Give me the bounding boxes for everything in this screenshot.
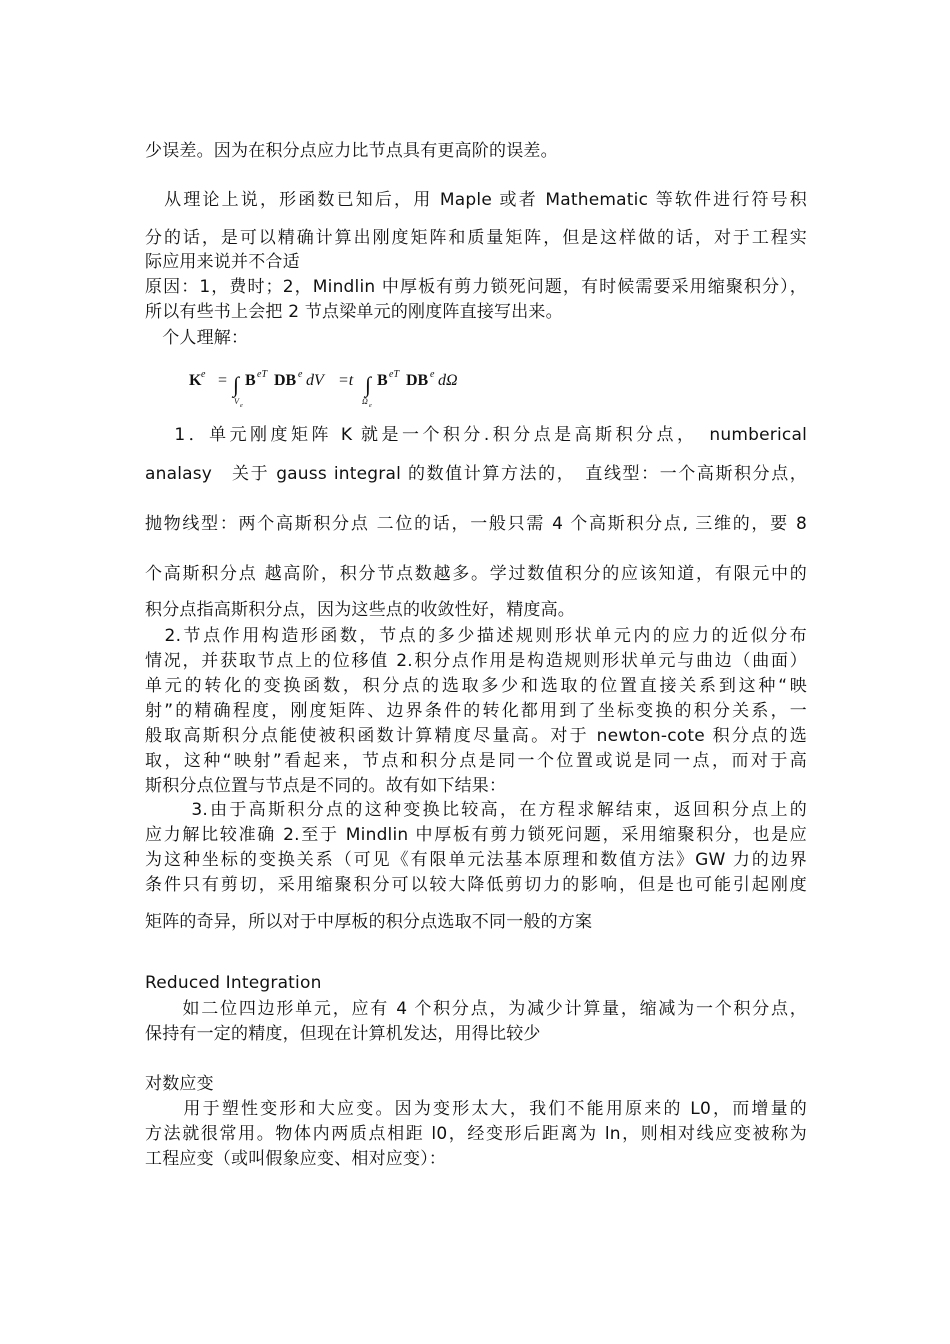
text-line-26: 如二位四边形单元，应有 4 个积分点，为减少计算量，缩减为一个积分点， (145, 999, 807, 1019)
text-line-30: 方法就很常用。物体内两质点相距 l0，经变形后距离为 ln，则相对线应变被称为 (145, 1124, 807, 1144)
stiffness-matrix-formula (185, 362, 505, 412)
text-line-14: 情况，并获取节点上的位移值 2.积分点作用是构造规则形状单元与曲边（曲面） (145, 651, 807, 671)
text-line-29: 用于塑性变形和大应变。因为变形太大，我们不能用原来的 L0，而增量的 (145, 1099, 807, 1119)
text-line-16: 射”的精确程度，刚度矩阵、边界条件的转化都用到了坐标变换的积分关系，一 (145, 701, 807, 721)
text-line-24: 矩阵的奇异，所以对于中厚板的积分点选取不同一般的方案 (145, 912, 593, 932)
text-line-6: 所以有些书上会把 2 节点梁单元的刚度阵直接写出来。 (145, 302, 563, 322)
text-line-17: 般取高斯积分点能使被积函数计算精度尽量高。对于 newton-cote 积分点的选 (145, 726, 807, 746)
text-line-18: 取，这种“映射”看起来，节点和积分点是同一个位置或说是同一点，而对于高 (145, 751, 807, 771)
formula-sub-omega-e: e (369, 403, 372, 409)
formula-integral-2: ∫ (365, 372, 372, 397)
text-line-10: 抛物线型：两个高斯积分点 二位的话，一般只需 4 个高斯积分点, 三维的，要 8 (145, 514, 807, 534)
text-line-19: 斯积分点位置与节点是不同的。故有如下结果： (145, 776, 507, 796)
formula-sub-omega: Ω (362, 397, 368, 406)
text-line-1: 少误差。因为在积分点应力比节点具有更高阶的误差。 (145, 141, 558, 161)
text-line-2: 从理论上说，形函数已知后，用 Maple 或者 Mathematic 等软件进行符号积 (145, 190, 807, 210)
section-heading-reduced-integration: Reduced Integration (145, 973, 322, 993)
formula-sub-v: V (234, 397, 239, 406)
formula-b-1: B (245, 372, 256, 389)
text-line-8: 1．单元刚度矩阵 K 就是一个积分.积分点是高斯积分点， numberical (145, 425, 807, 445)
formula-sup-et-2: eT (389, 369, 399, 380)
text-line-7: 个人理解： (145, 328, 249, 348)
formula-sub-v-e: e (240, 403, 243, 409)
text-line-4: 际应用来说并不合适 (145, 252, 300, 272)
formula-integral-1: ∫ (233, 372, 240, 397)
text-line-9: analasy 关于 gauss integral 的数值计算方法的， 直线型：一个高斯积分点， (145, 464, 807, 484)
text-line-20: 3.由于高斯积分点的这种变换比较高，在方程求解结束，返回积分点上的 (145, 800, 807, 820)
formula-domega: dΩ (438, 372, 458, 389)
formula-eq-t: =t (338, 372, 354, 389)
text-line-15: 单元的转化的变换函数，积分点的选取多少和选取的位置直接关系到这种“映 (145, 676, 807, 696)
formula-sup-e-2: e (298, 369, 303, 380)
formula-b-2: B (377, 372, 388, 389)
text-line-23: 条件只有剪切，采用缩聚积分可以较大降低剪切力的影响，但是也可能引起刚度 (145, 875, 807, 895)
text-line-5: 原因：1，费时；2，Mindlin 中厚板有剪力锁死问题，有时候需要采用缩聚积分）， (145, 277, 807, 297)
formula-sup-e: e (201, 369, 206, 380)
text-line-11: 个高斯积分点 越高阶，积分节点数越多。学过数值积分的应该知道，有限元中的 (145, 564, 807, 584)
formula-sup-et-1: eT (257, 369, 267, 380)
formula-dv: dV (306, 372, 324, 389)
formula-eq: = (218, 372, 228, 389)
formula-db-1: DB (274, 372, 297, 389)
text-line-22: 为这种坐标的变换关系（可见《有限单元法基本原理和数值方法》GW 力的边界 (145, 850, 807, 870)
text-line-31: 工程应变（或叫假象应变、相对应变）： (145, 1149, 447, 1169)
text-line-13: 2.节点作用构造形函数，节点的多少描述规则形状单元内的应力的近似分布 (145, 626, 807, 646)
formula-sup-e-3: e (430, 369, 435, 380)
section-heading-log-strain: 对数应变 (145, 1074, 214, 1094)
formula-db-2: DB (406, 372, 429, 389)
text-line-12: 积分点指高斯积分点，因为这些点的收敛性好，精度高。 (145, 600, 575, 620)
text-line-21: 应力解比较准确 2.至于 Mindlin 中厚板有剪力锁死问题，采用缩聚积分，也是应 (145, 825, 807, 845)
text-line-3: 分的话，是可以精确计算出刚度矩阵和质量矩阵，但是这样做的话，对于工程实 (145, 228, 807, 248)
formula-k: K (189, 372, 202, 389)
text-line-27: 保持有一定的精度，但现在计算机发达，用得比较少 (145, 1024, 541, 1044)
